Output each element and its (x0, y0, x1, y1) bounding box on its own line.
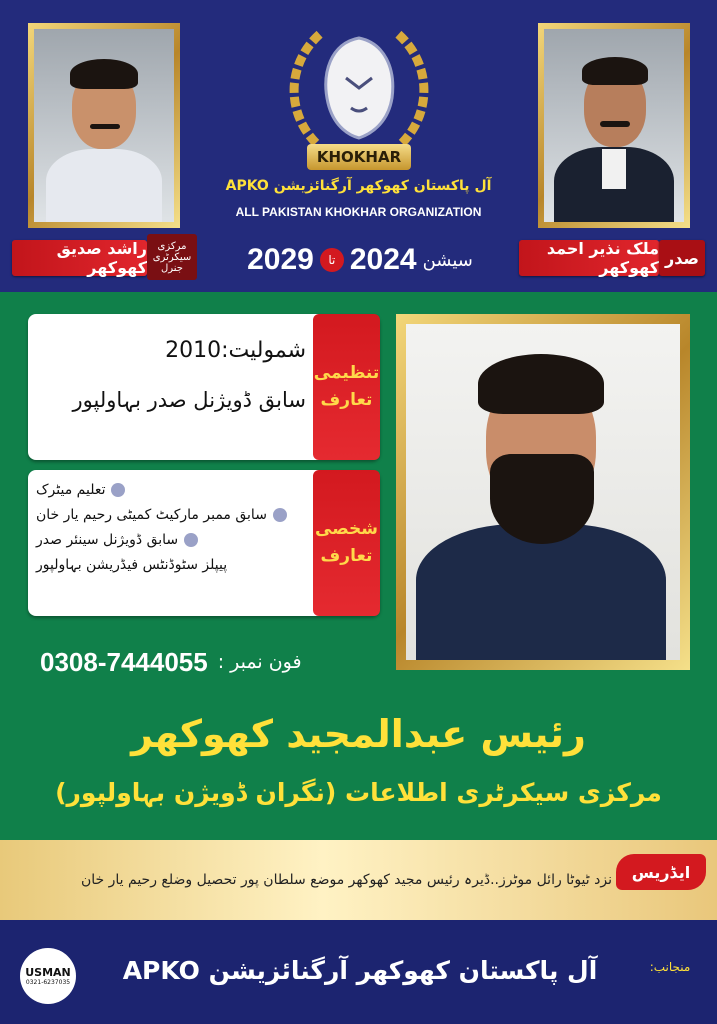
personal-intro-card (28, 470, 380, 616)
session-end-year: 2029 (247, 243, 314, 276)
org-name-urdu: آل پاکستان کھوکھر آرگنائزیشن APKO (225, 178, 492, 194)
lion-bullet-icon (184, 533, 198, 547)
address-text: نزد ٹیوٹا رائل موٹرز..ڈیرہ رئیس مجید کھوکھر موضع سلطان پور تحصیل وضلع رحیم یار خان (80, 872, 612, 888)
address-band (0, 840, 717, 920)
left-leader-photo (34, 29, 174, 222)
right-leader-photo (544, 29, 684, 222)
designer-logo-phone: 0321-6237035 (25, 979, 71, 986)
footer (0, 920, 717, 1024)
tab-line-1: شخصی (315, 518, 378, 539)
tab-line-2: تعارف (320, 546, 373, 566)
list-item: سابق ممبر مارکیٹ کمیٹی رحیم یار خان (36, 507, 310, 523)
left-leader-nameplate: راشد صدیق کھوکھر (12, 240, 147, 276)
right-leader-nameplate: ملک نذیر احمد کھوکھر (519, 240, 659, 276)
org-name-english: ALL PAKISTAN KHOKHAR ORGANIZATION (235, 205, 482, 219)
session-label: سیشن (422, 249, 473, 271)
previous-role: سابق ڈویژنل صدر بہاولپور (72, 388, 306, 412)
main-photo-frame (396, 314, 690, 670)
list-item: تعلیم میٹرک (36, 482, 310, 498)
phone-label: فون نمبر : (217, 651, 302, 673)
left-leader-title: مرکزی سیکرٹری جنرل (147, 234, 197, 280)
session-to-badge: تا (320, 248, 344, 272)
footer-prefix: منجانب: (649, 960, 691, 974)
header-section (0, 0, 717, 292)
main-person-designation: مرکزی سیکرٹری اطلاعات (نگران ڈویژن بہاولپور) (55, 778, 662, 807)
personal-intro-list (36, 482, 310, 573)
phone-line (40, 642, 380, 682)
footer-org-name: آل پاکستان کھوکھر آرگنائزیشن APKO (122, 956, 598, 985)
right-leader-title: صدر (659, 240, 705, 276)
phone-number[interactable]: 0308-7444055 (40, 646, 208, 677)
designer-logo (20, 948, 76, 1004)
lion-bullet-icon (111, 483, 125, 497)
designer-logo-text: USMAN (25, 966, 71, 979)
tab-line-2: تعارف (320, 390, 373, 410)
address-badge: ایڈریس (616, 854, 706, 890)
lion-bullet-icon (273, 508, 287, 522)
session-start-year: 2024 (349, 243, 417, 276)
main-person-name: رئیس عبدالمجید کھوکھر (131, 712, 586, 756)
main-person-photo (406, 324, 680, 660)
joining-year: شمولیت:2010 (165, 338, 306, 363)
organizational-intro-tab (313, 314, 380, 460)
list-item: سابق ڈویژنل سینئر صدر (36, 532, 310, 548)
profile-section (0, 292, 717, 840)
left-leader-photo-frame (28, 23, 180, 228)
tab-line-1: تنظیمی (313, 362, 380, 383)
list-item: پیپلز سٹوڈنٹس فیڈریشن بہاولپور (36, 557, 228, 573)
organizational-intro-card (28, 314, 380, 460)
personal-intro-tab (313, 470, 380, 616)
brand-badge: KHOKHAR (307, 144, 411, 170)
session-line (230, 238, 490, 282)
right-leader-photo-frame (538, 23, 690, 228)
